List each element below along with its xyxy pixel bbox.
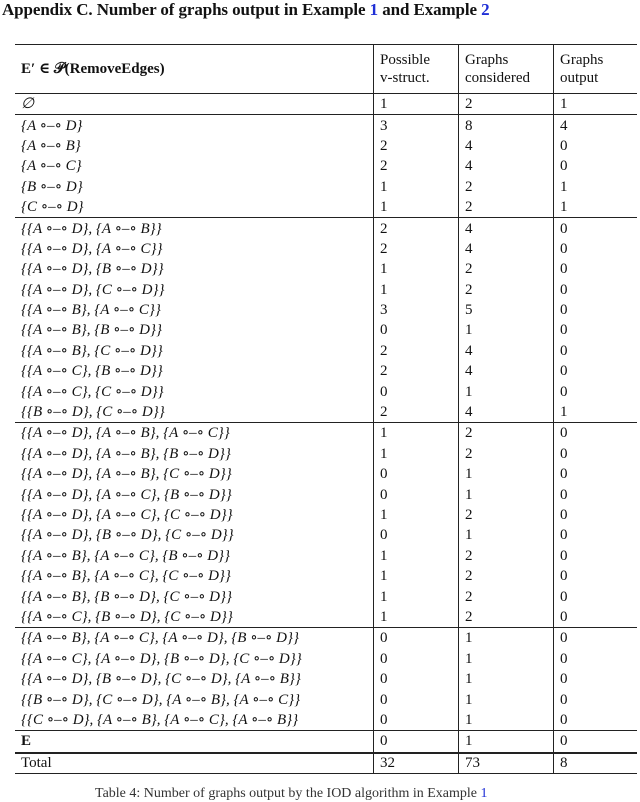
possible-v-struct-cell: 2 bbox=[374, 361, 459, 381]
edge-set-cell: {{A ∘–∘ B}, {B ∘–∘ D}, {C ∘–∘ D}} bbox=[21, 588, 232, 605]
caption-example-link[interactable]: 1 bbox=[480, 786, 488, 801]
graphs-output-cell: 0 bbox=[554, 731, 638, 752]
possible-v-struct-cell: 2 bbox=[374, 402, 459, 423]
graphs-considered-cell: 2 bbox=[459, 586, 554, 606]
table-row bbox=[15, 381, 637, 401]
graphs-output-cell: 0 bbox=[554, 607, 638, 628]
graphs-considered-cell: 4 bbox=[459, 136, 554, 156]
graphs-considered-cell: 4 bbox=[459, 156, 554, 176]
graphs-considered-cell: 1 bbox=[459, 689, 554, 709]
graphs-considered-cell: 2 bbox=[459, 197, 554, 218]
example-1-link[interactable]: 1 bbox=[369, 0, 379, 19]
graphs-considered-cell: 2 bbox=[459, 423, 554, 444]
graphs-output-cell: 0 bbox=[554, 484, 638, 504]
graphs-considered-cell: 2 bbox=[459, 177, 554, 197]
graphs-output-cell: 0 bbox=[554, 239, 638, 259]
graphs-considered-cell: 1 bbox=[459, 320, 554, 340]
graphs-output-cell: 0 bbox=[554, 156, 638, 176]
edge-set-cell: {A ∘–∘ C} bbox=[21, 158, 82, 175]
edge-set-cell: {{A ∘–∘ D}, {A ∘–∘ B}, {B ∘–∘ D}} bbox=[21, 445, 231, 462]
graphs-considered-cell: 1 bbox=[459, 464, 554, 484]
graphs-output-cell: 0 bbox=[554, 525, 638, 545]
graphs-considered-cell: 8 bbox=[459, 115, 554, 136]
possible-v-struct-cell: 2 bbox=[374, 218, 459, 239]
table-row bbox=[15, 484, 637, 504]
edge-set-cell: {A ∘–∘ B} bbox=[21, 137, 81, 154]
edge-set-cell: {{A ∘–∘ D}, {A ∘–∘ B}} bbox=[15, 218, 374, 239]
possible-v-struct-cell: 0 bbox=[374, 464, 459, 484]
graphs-considered-cell: 4 bbox=[459, 239, 554, 259]
table-row bbox=[15, 444, 637, 464]
graphs-output-cell: 0 bbox=[554, 423, 638, 444]
table-body bbox=[15, 94, 637, 774]
graphs-output-cell: 0 bbox=[554, 300, 638, 320]
edge-set-cell: ∅ bbox=[21, 96, 35, 113]
total-possible-v-struct-cell: 32 bbox=[374, 752, 459, 773]
possible-v-struct-cell: 0 bbox=[374, 525, 459, 545]
table-row bbox=[15, 689, 637, 709]
example-2-link[interactable]: 2 bbox=[481, 0, 490, 19]
edge-set-cell: {{A ∘–∘ B}, {A ∘–∘ C}, {A ∘–∘ D}, {B ∘–∘ D}} bbox=[15, 628, 374, 649]
graphs-output-cell: 0 bbox=[554, 546, 638, 566]
header-line: Possible bbox=[380, 52, 431, 68]
graphs-output-cell: 0 bbox=[554, 566, 638, 586]
heading-mid: and Example bbox=[378, 0, 482, 19]
graphs-output-cell: 0 bbox=[554, 689, 638, 709]
edge-set-cell: {A ∘–∘ D} bbox=[15, 115, 374, 136]
possible-v-struct-cell: 0 bbox=[374, 689, 459, 709]
table-row bbox=[15, 239, 637, 259]
header-line: v-struct. bbox=[380, 70, 430, 86]
total-graphs-output-cell: 8 bbox=[554, 752, 638, 773]
graphs-considered-cell: 1 bbox=[459, 731, 554, 752]
graphs-considered-cell: 4 bbox=[459, 361, 554, 381]
edge-set-cell: {{A ∘–∘ B}, {A ∘–∘ C}, {C ∘–∘ D}} bbox=[21, 568, 231, 585]
header-graphs-output bbox=[554, 45, 638, 94]
table-row bbox=[15, 94, 637, 115]
graphs-considered-cell: 5 bbox=[459, 300, 554, 320]
possible-v-struct-cell: 2 bbox=[374, 341, 459, 361]
edge-set-cell: {B ∘–∘ D} bbox=[21, 178, 83, 195]
table-row bbox=[15, 320, 637, 340]
table-row bbox=[15, 525, 637, 545]
graphs-considered-cell: 2 bbox=[459, 546, 554, 566]
edge-set-cell: {{A ∘–∘ B}, {A ∘–∘ C}, {B ∘–∘ D}} bbox=[21, 547, 231, 564]
graphs-considered-cell: 1 bbox=[459, 710, 554, 731]
edge-set-cell: {{B ∘–∘ D}, {C ∘–∘ D}, {A ∘–∘ B}, {A ∘–∘ C}} bbox=[21, 691, 301, 708]
graphs-output-cell: 0 bbox=[554, 136, 638, 156]
table-row bbox=[15, 115, 637, 136]
graphs-output-cell: 0 bbox=[554, 218, 638, 239]
table-row bbox=[15, 300, 637, 320]
edge-set-cell: {{C ∘–∘ D}, {A ∘–∘ B}, {A ∘–∘ C}, {A ∘–∘ B}} bbox=[21, 711, 299, 728]
graphs-output-cell: 0 bbox=[554, 280, 638, 300]
edge-set-cell: {{A ∘–∘ B}, {A ∘–∘ C}} bbox=[21, 302, 161, 319]
possible-v-struct-cell: 1 bbox=[374, 259, 459, 279]
graphs-output-cell: 0 bbox=[554, 361, 638, 381]
graphs-output-cell: 0 bbox=[554, 464, 638, 484]
possible-v-struct-cell: 0 bbox=[374, 628, 459, 649]
table-row bbox=[15, 669, 637, 689]
possible-v-struct-cell: 1 bbox=[374, 586, 459, 606]
table-row bbox=[15, 341, 637, 361]
graphs-considered-cell: 1 bbox=[459, 628, 554, 649]
edge-set-cell: {{A ∘–∘ D}, {B ∘–∘ D}, {C ∘–∘ D}} bbox=[21, 527, 234, 544]
edge-set-cell: {{A ∘–∘ D}, {B ∘–∘ D}, {C ∘–∘ D}, {A ∘–∘ B}} bbox=[21, 671, 301, 688]
graphs-output-cell: 0 bbox=[554, 505, 638, 525]
graphs-output-cell: 1 bbox=[554, 177, 638, 197]
possible-v-struct-cell: 0 bbox=[374, 320, 459, 340]
table-row bbox=[15, 177, 637, 197]
possible-v-struct-cell: 0 bbox=[374, 710, 459, 731]
edge-set-cell: {{A ∘–∘ D}, {C ∘–∘ D}} bbox=[21, 281, 165, 298]
header-line: considered bbox=[465, 70, 530, 86]
graphs-output-cell: 0 bbox=[554, 341, 638, 361]
possible-v-struct-cell: 1 bbox=[374, 197, 459, 218]
possible-v-struct-cell: 3 bbox=[374, 115, 459, 136]
possible-v-struct-cell: 1 bbox=[374, 505, 459, 525]
graphs-output-cell: 0 bbox=[554, 259, 638, 279]
edge-set-cell: {{A ∘–∘ D}, {A ∘–∘ C}, {C ∘–∘ D}} bbox=[21, 507, 233, 523]
table-row bbox=[15, 649, 637, 669]
table-row bbox=[15, 607, 637, 628]
edge-set-cell: {C ∘–∘ D} bbox=[21, 199, 84, 216]
edge-set-cell: {{B ∘–∘ D}, {C ∘–∘ D}} bbox=[21, 404, 165, 421]
edge-set-cell: {{A ∘–∘ D}, {A ∘–∘ C}} bbox=[21, 240, 163, 257]
edge-set-cell: {{A ∘–∘ D}, {A ∘–∘ B}, {A ∘–∘ C}} bbox=[15, 423, 374, 444]
graphs-output-cell: 1 bbox=[554, 402, 638, 423]
graphs-output-cell: 0 bbox=[554, 444, 638, 464]
graphs-considered-cell: 4 bbox=[459, 341, 554, 361]
possible-v-struct-cell: 0 bbox=[374, 381, 459, 401]
table-header-row bbox=[15, 45, 637, 94]
possible-v-struct-cell: 0 bbox=[374, 669, 459, 689]
table-row bbox=[15, 156, 637, 176]
possible-v-struct-cell: 3 bbox=[374, 300, 459, 320]
graphs-output-cell: 0 bbox=[554, 586, 638, 606]
edge-set-cell: {{A ∘–∘ D}, {A ∘–∘ B}, {C ∘–∘ D}} bbox=[21, 466, 232, 483]
graphs-considered-cell: 4 bbox=[459, 402, 554, 423]
table-row bbox=[15, 402, 637, 423]
graphs-considered-cell: 1 bbox=[459, 649, 554, 669]
header-possible-v-struct bbox=[374, 45, 459, 94]
possible-v-struct-cell: 2 bbox=[374, 239, 459, 259]
table-row bbox=[15, 464, 637, 484]
edge-set-cell: {{A ∘–∘ D}, {A ∘–∘ C}, {B ∘–∘ D}} bbox=[21, 486, 232, 503]
graphs-considered-cell: 2 bbox=[459, 280, 554, 300]
possible-v-struct-cell: 1 bbox=[374, 607, 459, 628]
graphs-considered-cell: 2 bbox=[459, 444, 554, 464]
possible-v-struct-cell: 1 bbox=[374, 444, 459, 464]
possible-v-struct-cell: 0 bbox=[374, 731, 459, 752]
table-row bbox=[15, 218, 637, 239]
edge-set-cell: {{A ∘–∘ B}, {C ∘–∘ D}} bbox=[21, 342, 163, 359]
graphs-output-cell: 0 bbox=[554, 649, 638, 669]
header-graphs-considered bbox=[459, 45, 554, 94]
table-caption bbox=[95, 786, 488, 802]
graphs-considered-cell: 4 bbox=[459, 218, 554, 239]
table-row bbox=[15, 423, 637, 444]
graphs-considered-cell: 2 bbox=[459, 94, 554, 115]
graphs-output-cell: 1 bbox=[554, 197, 638, 218]
graphs-output-cell: 0 bbox=[554, 710, 638, 731]
edge-set-cell: {{A ∘–∘ C}, {B ∘–∘ D}} bbox=[21, 363, 163, 380]
edge-set-cell: {{A ∘–∘ C}, {A ∘–∘ D}, {B ∘–∘ D}, {C ∘–∘ D}} bbox=[21, 650, 302, 667]
edge-set-cell: {{A ∘–∘ C}, {C ∘–∘ D}} bbox=[21, 383, 164, 400]
header-line: Graphs bbox=[560, 52, 604, 68]
table-row bbox=[15, 505, 637, 525]
table-row bbox=[15, 259, 637, 279]
possible-v-struct-cell: 1 bbox=[374, 177, 459, 197]
possible-v-struct-cell: 1 bbox=[374, 423, 459, 444]
possible-v-struct-cell: 1 bbox=[374, 94, 459, 115]
header-line: Graphs bbox=[465, 52, 509, 68]
header-line: output bbox=[560, 70, 599, 86]
table-row bbox=[15, 710, 637, 731]
edge-set-cell: E bbox=[15, 731, 374, 752]
graphs-considered-cell: 1 bbox=[459, 525, 554, 545]
table-row bbox=[15, 586, 637, 606]
possible-v-struct-cell: 1 bbox=[374, 280, 459, 300]
header-edge-set bbox=[15, 45, 374, 94]
possible-v-struct-cell: 0 bbox=[374, 484, 459, 504]
total-graphs-considered-cell: 73 bbox=[459, 752, 554, 773]
table-row bbox=[15, 628, 637, 649]
appendix-heading bbox=[2, 0, 490, 20]
possible-v-struct-cell: 1 bbox=[374, 546, 459, 566]
graphs-considered-cell: 1 bbox=[459, 669, 554, 689]
table-row bbox=[15, 280, 637, 300]
graphs-considered-cell: 1 bbox=[459, 484, 554, 504]
table-row bbox=[15, 546, 637, 566]
table-row bbox=[15, 731, 637, 752]
graphs-output-cell: 4 bbox=[554, 115, 638, 136]
possible-v-struct-cell: 2 bbox=[374, 156, 459, 176]
header-line: E′ ∈ 𝒫(RemoveEdges) bbox=[21, 61, 165, 77]
graphs-considered-cell: 2 bbox=[459, 505, 554, 525]
edge-set-cell: {{A ∘–∘ C}, {B ∘–∘ D}, {C ∘–∘ D}} bbox=[21, 608, 233, 625]
graphs-output-cell: 0 bbox=[554, 669, 638, 689]
heading-prefix: Appendix C. Number of graphs output in Example bbox=[2, 0, 370, 19]
possible-v-struct-cell: 2 bbox=[374, 136, 459, 156]
graphs-output-cell: 0 bbox=[554, 320, 638, 340]
table-row bbox=[15, 566, 637, 586]
edge-set-cell: {{A ∘–∘ B}, {B ∘–∘ D}} bbox=[21, 322, 162, 339]
table-row bbox=[15, 361, 637, 381]
possible-v-struct-cell: 0 bbox=[374, 649, 459, 669]
graphs-output-cell: 0 bbox=[554, 628, 638, 649]
graphs-output-table bbox=[15, 44, 637, 774]
graphs-considered-cell: 2 bbox=[459, 566, 554, 586]
total-label: Total bbox=[15, 752, 374, 773]
possible-v-struct-cell: 1 bbox=[374, 566, 459, 586]
graphs-considered-cell: 1 bbox=[459, 381, 554, 401]
total-row bbox=[15, 752, 637, 773]
table-row bbox=[15, 136, 637, 156]
table-row bbox=[15, 197, 637, 218]
graphs-considered-cell: 2 bbox=[459, 259, 554, 279]
graphs-output-cell: 1 bbox=[554, 94, 638, 115]
edge-set-cell: {{A ∘–∘ D}, {B ∘–∘ D}} bbox=[21, 261, 164, 278]
graphs-considered-cell: 2 bbox=[459, 607, 554, 628]
graphs-output-cell: 0 bbox=[554, 381, 638, 401]
caption-text: Table 4: Number of graphs output by the IOD algorithm in Example bbox=[95, 786, 481, 801]
